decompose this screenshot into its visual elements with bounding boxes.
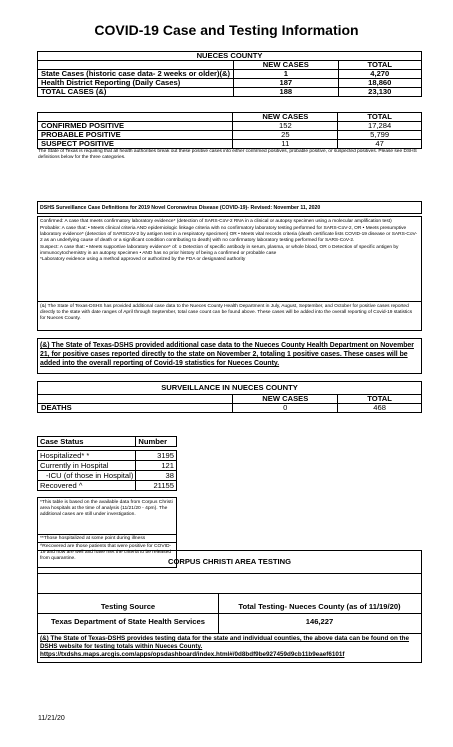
table-row: DEATHS 0 468 — [38, 404, 422, 413]
definitions-heading-box — [37, 201, 422, 214]
col-testing-source: Testing Source — [38, 593, 219, 613]
surveillance-table: SURVEILLANCE IN NUECES COUNTY NEW CASES TOTAL DEATHS 0 468 — [37, 381, 422, 413]
table-row: TOTAL CASES (&) 188 23,130 — [38, 88, 422, 97]
col-case-status: Case Status — [38, 437, 136, 447]
testing-note: (&) The State of Texas-DSHS provides testing data for the state and individual counties, the above data can be found on the DSHS website for testing totals within Nueces County. — [40, 635, 410, 650]
positive-category-note: The State of Texas is requiring that all health authorities break out these positive cases into either confirmed positives, probable positive, or suspected positives. Please see DSHS definitions below for the three categories. — [38, 149, 417, 160]
positive-category-table: NEW CASES TOTAL CONFIRMED POSITIVE 152 17,284 PROBABLE POSITIVE 25 5,799 SUSPECT POSITIVE 11 47 — [37, 112, 422, 149]
col-number: Number — [136, 437, 177, 447]
suspect-definition: Suspect: A case that: • Meets supportive laboratory evidence* of: o Detection of specific antibody in serum, plasma, or whole blood, OR o Detection of specific antigen by immunocytochemistry in an autopsy specimen • AND has no prior history of being a confirmed or probable case — [40, 245, 399, 256]
definitions-heading: DSHS Surveillance Case Definitions for 2019 Novel Coronavirus Disease (COVID-19)- Revised: November 11, 2020 — [40, 205, 321, 211]
testing-source: Texas Department of State Health Services — [38, 613, 219, 633]
table-row: Currently in Hospital 121 — [38, 461, 177, 471]
col-total: TOTAL — [338, 61, 421, 70]
recovered-note: ^Recovered are those patients that were positive for COVID-19 and now are well and have met the criteria to be released from quarantine. — [37, 542, 177, 568]
additional-data-note: (&) The State of Texas-DSHS has provided additional case data to the Nueces County Health Department in July, August, September, and October for positive cases reported directly to the state with date ranges of April through September, total case count can be found above. These cases will be added into the overall reporting of Covid-19 statistics for Nueces County. — [37, 301, 422, 331]
surveillance-header: SURVEILLANCE IN NUECES COUNTY — [38, 382, 422, 395]
deaths-label: DEATHS — [38, 404, 233, 413]
lab-evidence-footnote: *Laboratory evidence using a method approved or authorized by the FDA or designated authority — [40, 257, 246, 262]
table-row: Hospitalized* * 3195 — [38, 451, 177, 461]
probable-definition: Probable: A case that: • Meets clinical criteria AND epidemiologic linkage criteria with no confirmatory laboratory testing performed for SARS-CoV-2, OR • Meets presumptive laboratory evidence* (detection of SARSCoV-2 by antigen test in a respiratory specimen) OR • Meets vital records criteria (death certificate lists COVID-19 disease or SARS-CoV-2 as an underlying cause of death or a significant condition contributing to death) with no confirmatory laboratory testing performed for SARS-CoV-2. — [40, 226, 418, 243]
footer-date: 11/21/20 — [38, 715, 65, 722]
page-title: COVID-19 Case and Testing Information — [94, 22, 359, 38]
table-row: CONFIRMED POSITIVE 152 17,284 — [38, 122, 422, 131]
table-row: PROBABLE POSITIVE 25 5,799 — [38, 131, 422, 140]
hospitalized-note: **Those hospitalized at some point during illness — [37, 534, 177, 543]
table-row: SUSPECT POSITIVE 11 47 — [38, 140, 422, 149]
definitions-box — [37, 216, 422, 302]
nueces-header: NUECES COUNTY — [38, 52, 422, 61]
november-note: (&) The State of Texas-DSHS provided additional case data to the Nueces County Health Department on November 21, for positive cases reported directly to the state on November 2, totaling 1 positive cases. These cases will be added into the overall reporting of Covid-19 statistics for Nueces County. — [40, 342, 414, 367]
nueces-county-table — [37, 51, 422, 97]
testing-header: CORPUS CHRISTI AREA TESTING — [38, 551, 421, 574]
col-new-cases: NEW CASES — [234, 61, 338, 70]
table-row: Recovered ^ 21155 — [38, 481, 177, 491]
table-row: -ICU (of those in Hospital) 38 — [38, 471, 177, 481]
testing-box — [37, 550, 422, 663]
case-status-table — [37, 436, 177, 491]
table-row: Health District Reporting (Daily Cases) 187 18,860 — [38, 79, 422, 88]
november-note-box — [37, 338, 422, 374]
testing-total: 146,227 — [305, 617, 334, 626]
confirmed-definition: Confirmed: A case that meets confirmatory laboratory evidence* (detection of SARS-CoV-2 RNA in a clinical or autopsy specimen using a molecular amplification test) — [40, 219, 392, 224]
case-status-notes: *This table is based on the available data from Corpus Christi area hospitals at the time of analysis (11/21/20 - 4pm). The additional cases are still under investigation. — [37, 497, 177, 535]
col-total-testing: Total Testing- Nueces County (as of 11/19/20) — [238, 602, 401, 611]
table-row: State Cases (historic case data- 2 weeks or older)(&) 1 4,270 — [38, 70, 422, 79]
dshs-dashboard-link[interactable]: https://txdshs.maps.arcgis.com/apps/opsdashboard/index.html#/0d8bdf9be927459d9cb11b9eaef6101f — [40, 651, 345, 658]
